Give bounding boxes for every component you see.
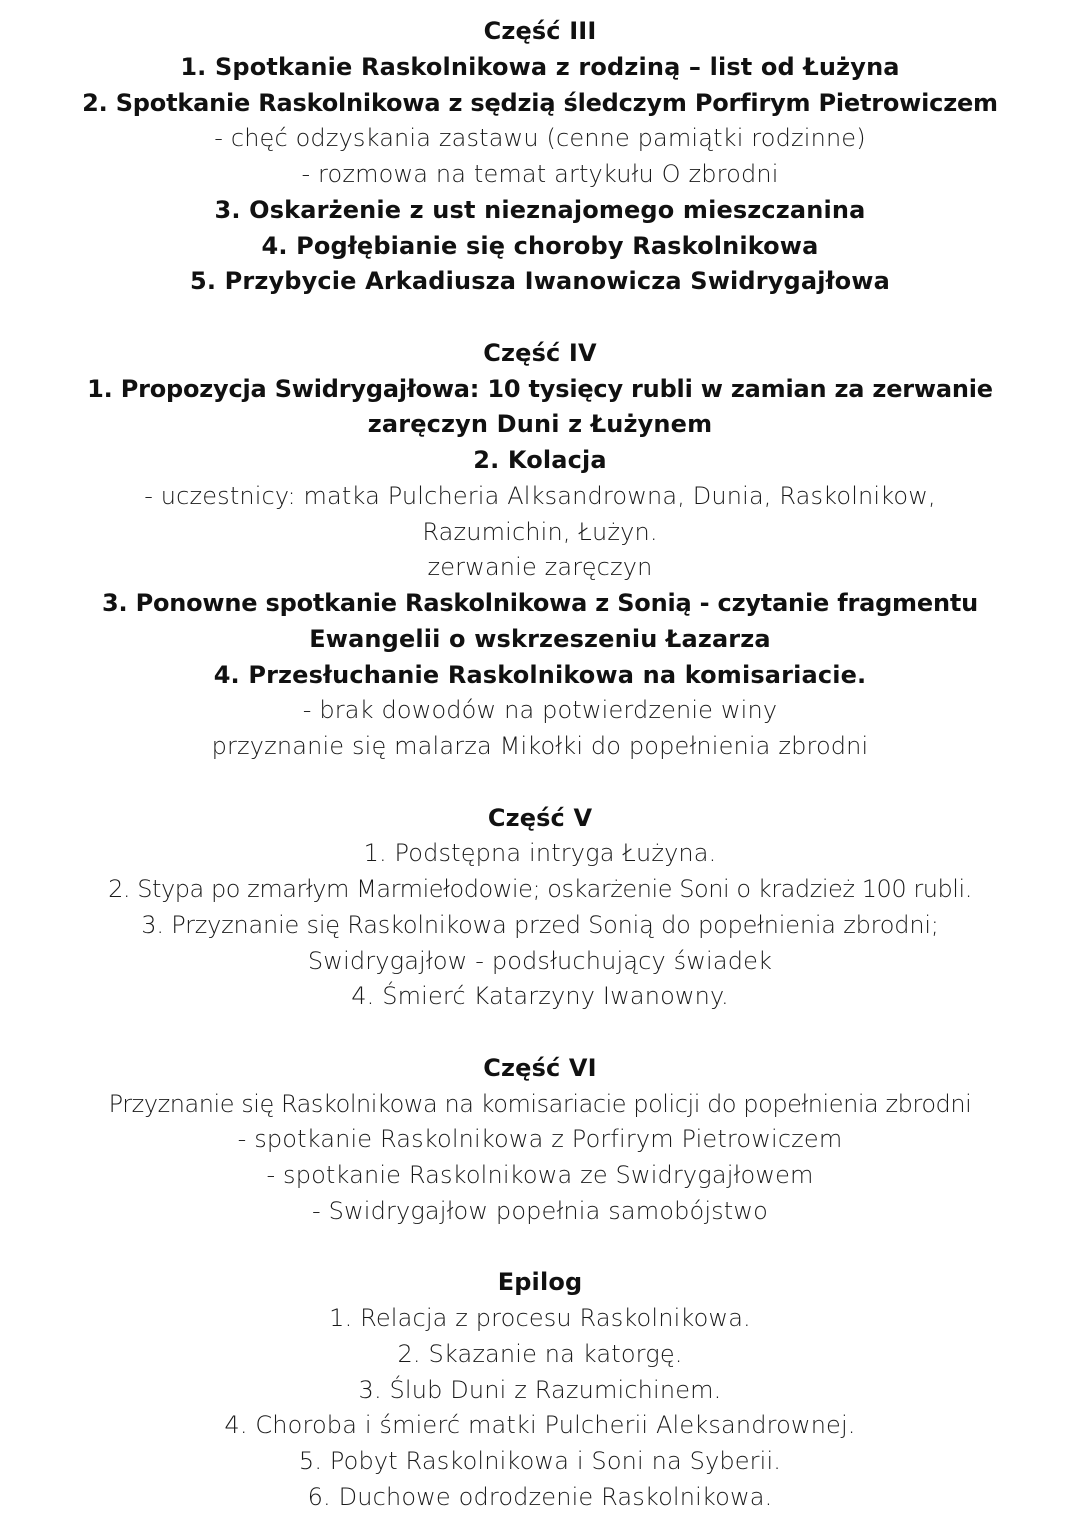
plot-point-bold: zaręczyn Duni z Łużynem — [367, 410, 713, 439]
section-part-6 — [0, 1051, 1080, 1230]
plot-point: 2. Stypa po zmarłym Marmiełodowie; oskarżenie Soni o kradzież 100 rubli. — [108, 875, 972, 903]
plot-point: Przyznanie się Raskolnikowa na komisariacie policji do popełnienia zbrodni — [108, 1089, 972, 1118]
plot-point-bold: 5. Przybycie Arkadiusza Iwanowicza Swidrygajłowa — [190, 267, 890, 296]
section-spacer — [0, 765, 1080, 801]
section-heading: Część V — [487, 803, 593, 832]
plot-detail: - rozmowa na temat artykułu O zbrodni — [301, 160, 779, 188]
section-spacer — [0, 1230, 1080, 1266]
plot-point-bold: 2. Spotkanie Raskolnikowa z sędzią śledczym Porfirym Pietrowiczem — [82, 88, 998, 117]
plot-detail: Razumichin, Łużyn. — [422, 517, 658, 546]
plot-point-bold: 3. Oskarżenie z ust nieznajomego mieszczanina — [214, 195, 866, 224]
plot-point-bold: 4. Pogłębianie się choroby Raskolnikowa — [261, 231, 819, 260]
section-heading: Część III — [483, 17, 597, 45]
plot-point: 1. Relacja z procesu Raskolnikowa. — [329, 1304, 751, 1332]
section-part-3 — [0, 14, 1080, 300]
plot-point: 5. Pobyt Raskolnikowa i Soni na Syberii. — [298, 1447, 782, 1475]
section-epilogue — [0, 1265, 1080, 1515]
plot-point: 3. Przyznanie się Raskolnikowa przed Sonią do popełnienia zbrodni; — [141, 910, 939, 939]
plot-point: 3. Ślub Duni z Razumichinem. — [358, 1375, 722, 1404]
plot-point-bold: 3. Ponowne spotkanie Raskolnikowa z Sonią - czytanie fragmentu — [102, 589, 978, 617]
plot-point: 2. Skazanie na katorgę. — [397, 1339, 683, 1368]
plot-point: Swidrygajłow - podsłuchujący świadek — [307, 946, 773, 975]
plot-point-bold: 2. Kolacja — [473, 446, 607, 474]
plot-point-bold: 4. Przesłuchanie Raskolnikowa na komisariacie. — [213, 660, 867, 689]
plot-detail: - spotkanie Raskolnikowa ze Swidrygajłowem — [266, 1161, 814, 1189]
section-spacer — [0, 1015, 1080, 1051]
section-heading: Część VI — [483, 1053, 597, 1082]
section-part-4 — [0, 336, 1080, 765]
section-part-5 — [0, 801, 1080, 1016]
section-spacer — [0, 300, 1080, 336]
plot-point: 1. Podstępna intryga Łużyna. — [363, 839, 717, 868]
section-heading: Epilog — [497, 1268, 583, 1297]
plot-detail: - brak dowodów na potwierdzenie winy — [302, 696, 778, 725]
plot-detail: zerwanie zaręczyn — [427, 553, 653, 582]
plot-point-bold: 1. Spotkanie Raskolnikowa z rodziną – list od Łużyna — [180, 52, 900, 81]
plot-detail: przyznanie się malarza Mikołki do popełnienia zbrodni — [211, 732, 869, 760]
plot-point-bold: 1. Propozycja Swidrygajłowa: 10 tysięcy rubli w zamian za zerwanie — [87, 374, 993, 403]
plot-point: 4. Choroba i śmierć matki Pulcherii Aleksandrownej. — [224, 1411, 856, 1440]
plot-detail: - spotkanie Raskolnikowa z Porfirym Pietrowiczem — [237, 1125, 843, 1154]
section-heading: Część IV — [483, 338, 597, 367]
plot-detail: - uczestnicy: matka Pulcheria Alksandrowna, Dunia, Raskolnikow, — [144, 481, 936, 510]
plot-point: 6. Duchowe odrodzenie Raskolnikowa. — [307, 1482, 773, 1511]
plot-detail: - Swidrygajłow popełnia samobójstwo — [312, 1196, 768, 1225]
plot-point-bold: Ewangelii o wskrzeszeniu Łazarza — [309, 624, 771, 653]
plot-point: 4. Śmierć Katarzyny Iwanowny. — [351, 982, 729, 1011]
plot-detail: - chęć odzyskania zastawu (cenne pamiątki rodzinne) — [214, 124, 866, 153]
